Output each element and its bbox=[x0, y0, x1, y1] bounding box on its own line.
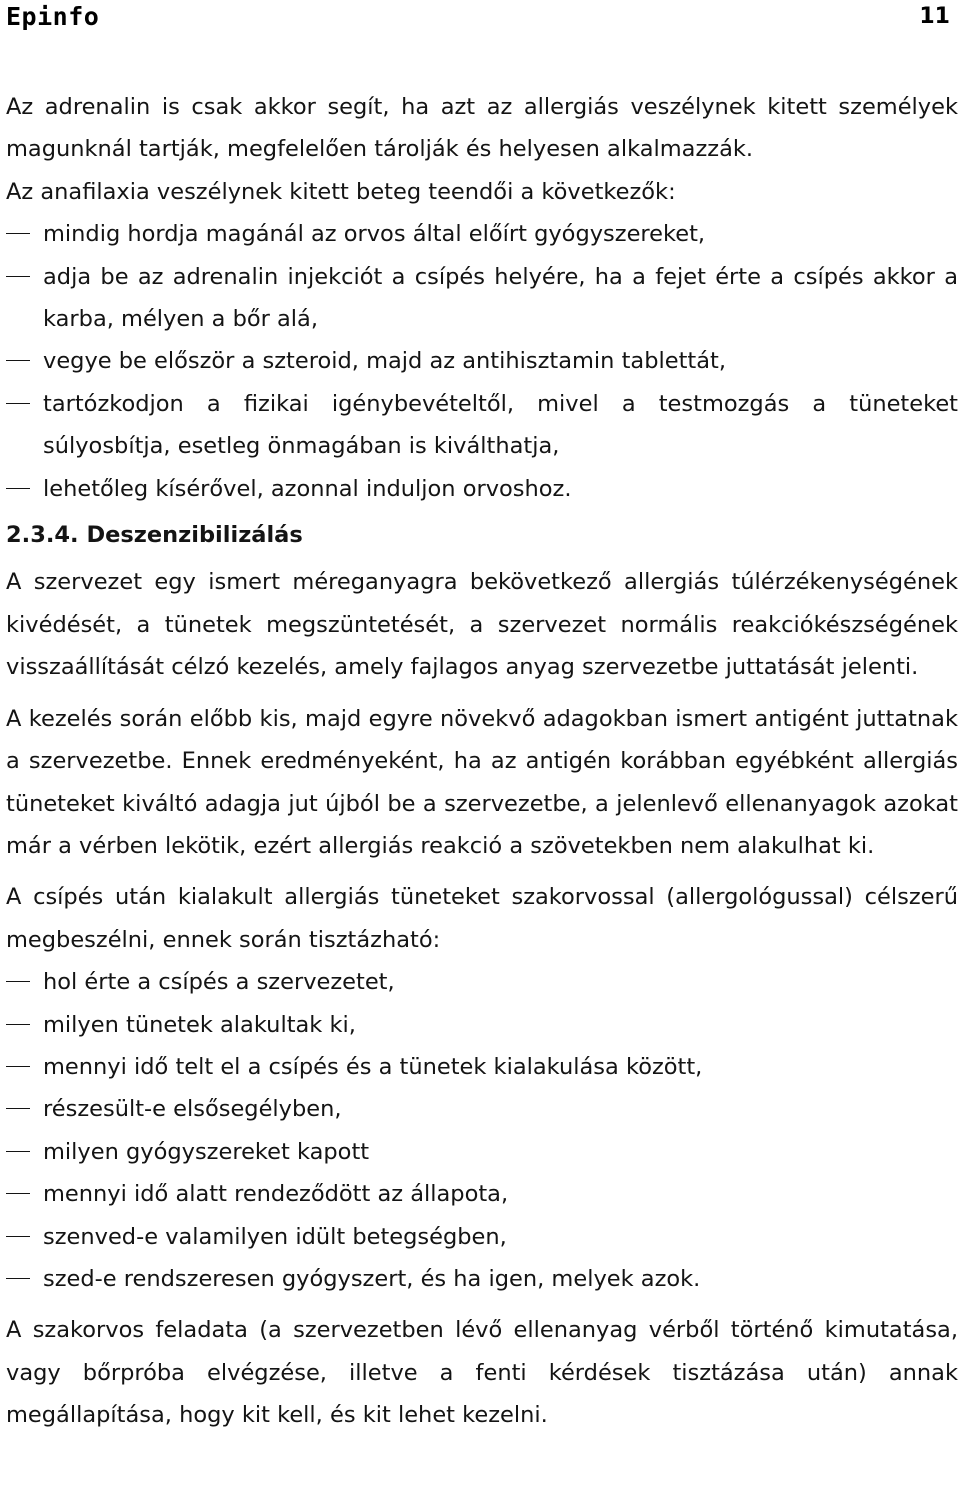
section-heading: 2.3.4. Deszenzibilizálás bbox=[6, 522, 303, 549]
paragraph: A szakorvos feladata (a szervezetben lévő ellenanyag vérből történő kimutatása, vagy bőrpróba elvégzése, illetve a fenti kérdések tisztázása után) annak megállapítása, hogy kit kell, és kit lehet kezelni. bbox=[6, 1317, 958, 1429]
bullet-list bbox=[6, 213, 958, 510]
paragraph: Az anafilaxia veszélynek kitett beteg teendői a következők: bbox=[6, 178, 676, 205]
document-body bbox=[6, 86, 958, 1437]
paragraph: A kezelés során előbb kis, majd egyre növekvő adagokban ismert antigént juttatnak a szervezetbe. Ennek eredményeként, ha az antigén korábban egyébként allergiás tüneteket kiváltó adagja jut újból be a szervezetbe, a jelenlevő ellenanyagok azokat már a vérben lekötik, ezért allergiás reakció a szövetekben nem alakulhat ki. bbox=[6, 705, 958, 859]
page-number: 11 bbox=[919, 4, 950, 29]
list-item: mennyi idő telt el a csípés és a tünetek kialakulása között, bbox=[6, 1046, 958, 1088]
dash-icon bbox=[6, 1024, 30, 1025]
list-item: részesült-e elsősegélyben, bbox=[6, 1088, 958, 1130]
list-item: vegye be először a szteroid, majd az antihisztamin tablettát, bbox=[6, 340, 958, 382]
dash-icon bbox=[6, 1236, 30, 1237]
list-item: adja be az adrenalin injekciót a csípés helyére, ha a fejet érte a csípés akkor a karba, mélyen a bőr alá, bbox=[6, 256, 958, 341]
list-item: mindig hordja magánál az orvos által előírt gyógyszereket, bbox=[6, 213, 958, 255]
list-item: szenved-e valamilyen idült betegségben, bbox=[6, 1216, 958, 1258]
bullet-list bbox=[6, 961, 958, 1300]
dash-icon bbox=[6, 1193, 30, 1194]
paragraph: Az adrenalin is csak akkor segít, ha azt az allergiás veszélynek kitett személyek magunknál tartják, megfelelően tárolják és helyesen alkalmazzák. bbox=[6, 94, 958, 163]
dash-icon bbox=[6, 403, 30, 404]
dash-icon bbox=[6, 1066, 30, 1067]
list-item: szed-e rendszeresen gyógyszert, és ha igen, melyek azok. bbox=[6, 1258, 958, 1300]
logo: Epinfo bbox=[6, 2, 100, 31]
paragraph: A csípés után kialakult allergiás tüneteket szakorvossal (allergológussal) célszerű megbeszélni, ennek során tisztázható: bbox=[6, 884, 958, 953]
dash-icon bbox=[6, 1151, 30, 1152]
list-item: milyen gyógyszereket kapott bbox=[6, 1131, 958, 1173]
dash-icon bbox=[6, 488, 30, 489]
list-item: hol érte a csípés a szervezetet, bbox=[6, 961, 958, 1003]
list-item: lehetőleg kísérővel, azonnal induljon orvoshoz. bbox=[6, 468, 958, 510]
list-item: milyen tünetek alakultak ki, bbox=[6, 1004, 958, 1046]
dash-icon bbox=[6, 233, 30, 234]
dash-icon bbox=[6, 360, 30, 361]
dash-icon bbox=[6, 1278, 30, 1279]
list-item: tartózkodjon a fizikai igénybevételtől, mivel a testmozgás a tüneteket súlyosbítja, esetleg önmagában is kiválthatja, bbox=[6, 383, 958, 468]
dash-icon bbox=[6, 276, 30, 277]
page-header bbox=[0, 0, 960, 40]
list-item: mennyi idő alatt rendeződött az állapota, bbox=[6, 1173, 958, 1215]
paragraph: A szervezet egy ismert méreganyagra bekövetkező allergiás túlérzékenységének kivédését, a tünetek megszüntetését, a szervezet normális reakciókészségének visszaállítását célzó kezelés, amely fajlagos anyag szervezetbe juttatását jelenti. bbox=[6, 569, 958, 681]
dash-icon bbox=[6, 981, 30, 982]
dash-icon bbox=[6, 1108, 30, 1109]
